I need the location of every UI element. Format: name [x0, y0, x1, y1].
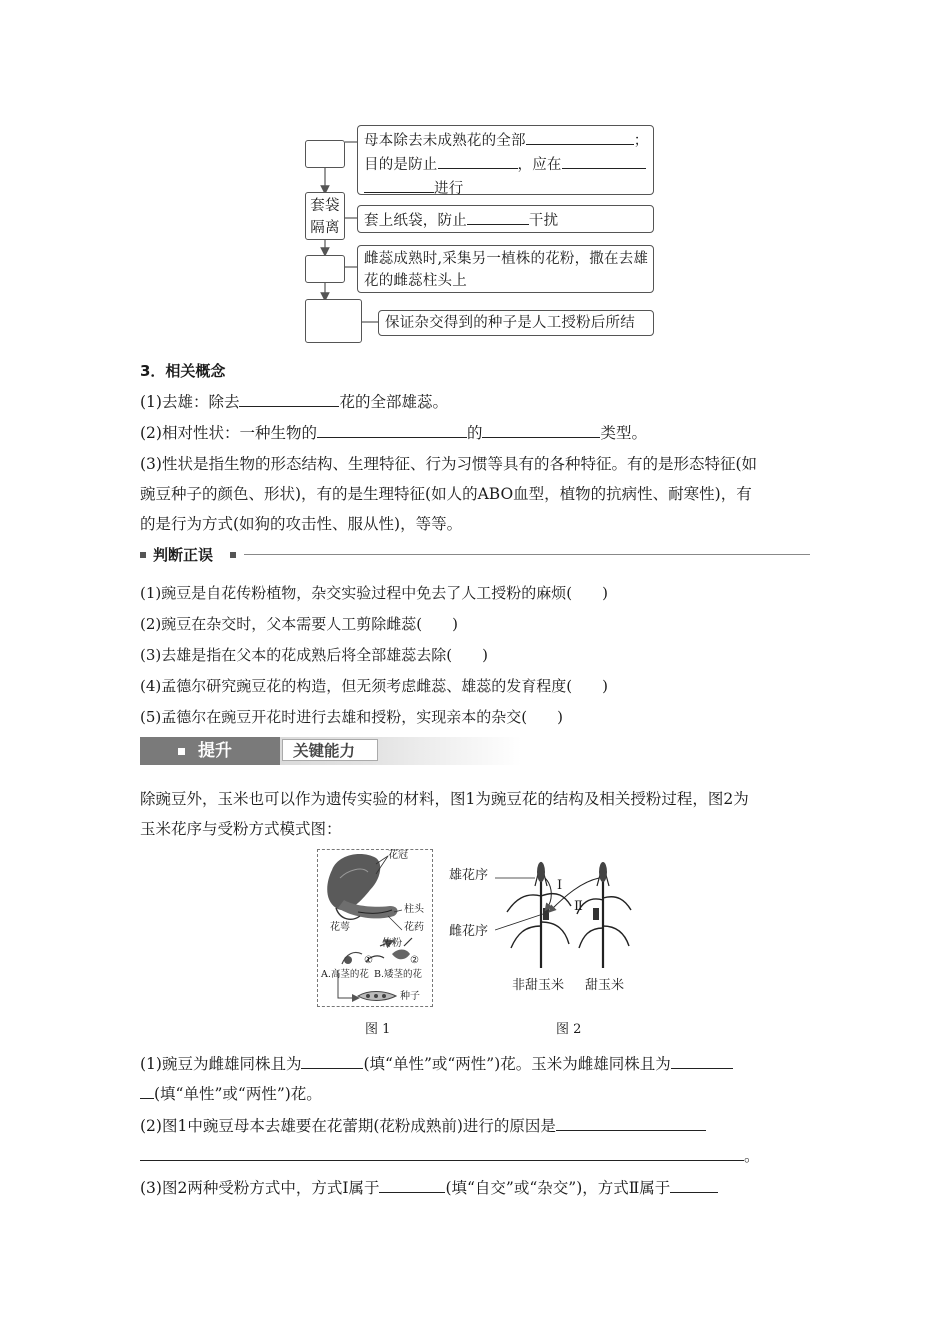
petal-shape	[327, 854, 380, 910]
label-female-inflorescence: 雌花序	[449, 924, 489, 939]
question-3-line-1: (3)图2两种受粉方式中，方式Ⅰ属于 (填“自交”或“杂交”)，方式Ⅱ属于	[140, 1176, 718, 1200]
label-roman-2: Ⅱ	[574, 899, 583, 914]
label-roman-1: Ⅰ	[557, 878, 563, 893]
label-seed: 种子	[400, 991, 420, 1002]
intro-line-1: 除豌豆外，玉米也可以作为遗传实验的材料，图1为豌豆花的结构及相关授粉过程，图2为	[140, 790, 749, 808]
label-huae: 花萼	[330, 922, 350, 933]
judge-item-3: (3)去雄是指在父本的花成熟后将全部雄蕊去除( )	[140, 646, 488, 664]
judge-item-2: (2)豌豆在杂交时，父本需要人工剪除雌蕊( )	[140, 615, 458, 633]
section-banner	[140, 737, 522, 765]
flow-step-4-label	[305, 299, 362, 343]
judge-item-5: (5)孟德尔在豌豆开花时进行去雄和授粉，实现亲本的杂交( )	[140, 708, 563, 726]
flow-step-2-text: 套上纸袋，防止 干扰	[357, 205, 654, 233]
label-plant-b: B.矮茎的花	[374, 969, 423, 980]
flow-step-1-text: 母本除去未成熟花的全部 ； 目的是防止 ，应在 进行	[357, 125, 654, 195]
concept-item-3-line-1: (3)性状是指生物的形态结构、生理特征、行为习惯等具有的各种特征。有的是形态特征(如	[140, 455, 758, 473]
label-plant-a: A.高茎的花	[321, 969, 369, 980]
label-zhutou: 柱头	[404, 904, 424, 915]
label-huaguan: 花冠	[388, 850, 408, 861]
flow-step-3-label	[305, 255, 345, 283]
judge-title: 判断正误	[153, 546, 214, 564]
concepts-heading: 3．相关概念	[140, 362, 226, 380]
banner-left-label: 提升	[198, 741, 232, 761]
keel-shape	[338, 900, 397, 918]
flow-step-2-label: 套袋 隔离	[305, 192, 345, 240]
label-male-inflorescence: 雄花序	[449, 868, 489, 883]
figure-1-caption: 图 1	[365, 1022, 391, 1037]
concept-item-3-line-2: 豌豆种子的颜色、形状)，有的是生理特征(如人的ABO血型，植物的抗病性、耐寒性)，有	[140, 485, 752, 503]
flow-step-1-label	[305, 140, 345, 168]
flow-step-3-text: 雌蕊成熟时,采集另一植株的花粉，撒在去雄 花的雌蕊柱头上	[357, 245, 654, 293]
figure-2-caption: 图 2	[556, 1022, 582, 1037]
question-2-line-1: (2)图1中豌豆母本去雄要在花蕾期(花粉成熟前)进行的原因是	[140, 1114, 706, 1138]
banner-right-label: 关键能力	[293, 742, 356, 760]
label-n2: ②	[410, 955, 419, 966]
label-huayao: 花药	[404, 922, 424, 933]
judge-header	[140, 546, 812, 564]
flow-step-4-text: 保证杂交得到的种子是人工授粉后所结	[378, 310, 654, 336]
corn-plants-illustration	[495, 856, 645, 976]
label-chuanfen: 传粉	[382, 938, 402, 949]
intro-line-2: 玉米花序与受粉方式模式图：	[140, 820, 342, 838]
judge-item-4: (4)孟德尔研究豌豆花的构造，但无须考虑雌蕊、雄蕊的发育程度( )	[140, 677, 608, 695]
question-2-line-2: 。	[140, 1144, 760, 1168]
square-bullet-icon	[140, 552, 146, 558]
divider	[244, 554, 810, 555]
label-n1: ①	[364, 955, 373, 966]
label-nonsweet-corn: 非甜玉米	[512, 978, 565, 993]
square-bullet-icon	[230, 552, 236, 558]
judge-item-1: (1)豌豆是自花传粉植物，杂交实验过程中免去了人工授粉的麻烦( )	[140, 584, 608, 602]
concept-item-1: (1)去雄：除去 花的全部雄蕊。	[140, 390, 448, 414]
concept-item-3-line-3: 的是行为方式(如狗的攻击性、服从性)，等等。	[140, 515, 463, 533]
label-sweet-corn: 甜玉米	[585, 978, 625, 993]
question-1-line-1: (1)豌豆为雌雄同株且为 (填“单性”或“两性”)花。玉米为雌雄同株且为	[140, 1052, 733, 1076]
concept-item-2: (2)相对性状：一种生物的 的 类型。	[140, 421, 647, 445]
question-1-line-2: (填“单性”或“两性”)花。	[140, 1082, 322, 1106]
square-bullet-icon	[178, 748, 185, 755]
